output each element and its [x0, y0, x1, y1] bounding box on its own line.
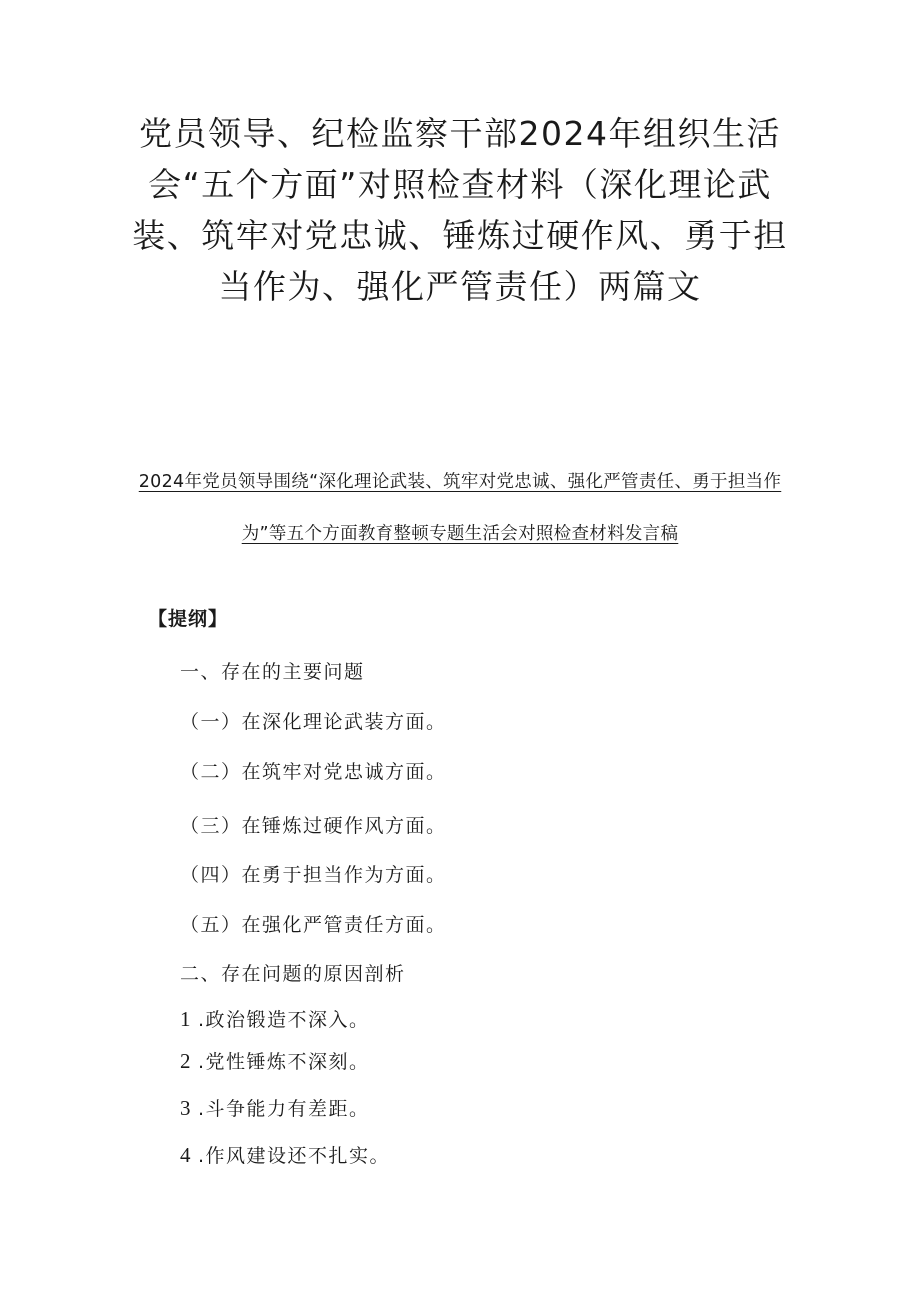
section-heading: 一、存在的主要问题	[180, 661, 365, 683]
list-item	[180, 1005, 370, 1032]
list-item: （一）在深化理论武装方面。	[180, 711, 447, 733]
item-text: .政治锻造不深入。	[198, 1009, 370, 1031]
section-heading: 二、存在问题的原因剖析	[180, 963, 406, 985]
list-item	[180, 1094, 370, 1121]
outline-heading: 【提纲】	[148, 608, 229, 630]
list-item: （五）在强化严管责任方面。	[180, 914, 447, 936]
document-subtitle: 2024年党员领导围绕“深化理论武装、筑牢对党忠诚、强化严管责任、勇于担当作为”等五个方面教育整顿专题生活会对照检查材料发言稿	[138, 472, 782, 544]
list-item	[180, 1141, 390, 1168]
item-number: 1	[180, 1007, 192, 1031]
item-text: .党性锤炼不深刻。	[198, 1051, 370, 1073]
list-item	[180, 1047, 370, 1074]
list-item: （二）在筑牢对党忠诚方面。	[180, 761, 447, 783]
item-text: .作风建设还不扎实。	[198, 1145, 391, 1167]
list-item: （四）在勇于担当作为方面。	[180, 864, 447, 886]
document-title: 党员领导、纪检监察干部2024年组织生活会“五个方面”对照检查材料（深化理论武装、筑牢对党忠诚、锤炼过硬作风、勇于担当作为、强化严管责任）两篇文	[132, 114, 788, 306]
item-number: 3	[180, 1096, 192, 1120]
item-text: .斗争能力有差距。	[198, 1098, 370, 1120]
list-item: （三）在锤炼过硬作风方面。	[180, 815, 447, 837]
item-number: 2	[180, 1049, 192, 1073]
item-number: 4	[180, 1143, 192, 1167]
